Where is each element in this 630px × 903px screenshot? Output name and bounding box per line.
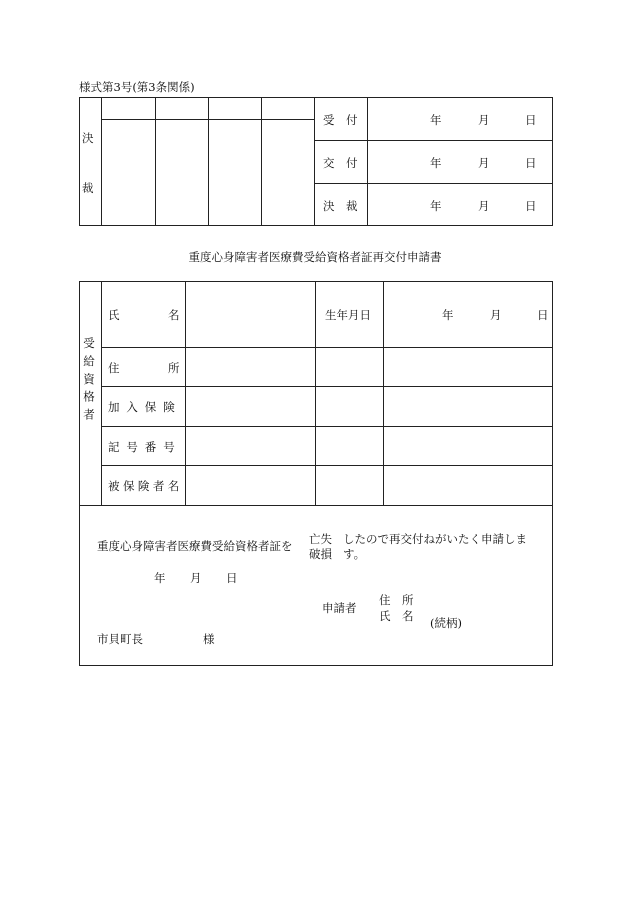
approval-side-label-top: 決 bbox=[82, 131, 94, 145]
option-damaged: 破損 bbox=[309, 547, 332, 561]
address-label-2: 所 bbox=[168, 361, 180, 375]
receipt-label: 受 付 bbox=[323, 113, 358, 127]
address-label-1: 住 bbox=[108, 361, 120, 375]
issue-year: 年 bbox=[430, 156, 442, 170]
insured-person-label: 被保険者名 bbox=[108, 479, 183, 493]
symbol-number-label: 記号番号 bbox=[108, 440, 182, 454]
applicant-label: 申請者 bbox=[322, 601, 357, 615]
issue-label: 交 付 bbox=[323, 156, 358, 170]
name-label-1: 氏 bbox=[108, 308, 120, 322]
decision-day: 日 bbox=[525, 199, 537, 213]
birth-date-label: 生年月日 bbox=[325, 308, 371, 322]
date-year: 年 bbox=[154, 571, 166, 585]
statement-tail-1: したので再交付ねがいたく申請しま bbox=[343, 532, 527, 546]
decision-label: 決 裁 bbox=[323, 199, 358, 213]
decision-month: 月 bbox=[478, 199, 490, 213]
recipient-side-label: 受給資格者 bbox=[82, 337, 96, 427]
decision-year: 年 bbox=[430, 199, 442, 213]
insurance-label: 加入保険 bbox=[108, 400, 182, 414]
receipt-month: 月 bbox=[478, 113, 490, 127]
receipt-year: 年 bbox=[430, 113, 442, 127]
form-number: 様式第3号(第3条関係) bbox=[79, 80, 195, 94]
statement-lead: 重度心身障害者医療費受給資格者証を bbox=[97, 539, 293, 553]
birth-month: 月 bbox=[490, 308, 502, 322]
approval-side-label-bottom: 裁 bbox=[82, 181, 94, 195]
receipt-day: 日 bbox=[525, 113, 537, 127]
addressee: 市貝町長 bbox=[97, 632, 143, 646]
page-title: 重度心身障害者医療費受給資格者証再交付申請書 bbox=[188, 250, 442, 264]
applicant-name-label: 氏 名 bbox=[379, 609, 414, 623]
birth-day: 日 bbox=[537, 308, 549, 322]
date-month: 月 bbox=[190, 571, 202, 585]
issue-month: 月 bbox=[478, 156, 490, 170]
statement-tail-2: す。 bbox=[343, 547, 366, 561]
relationship-label: (続柄) bbox=[430, 616, 462, 630]
name-label-2: 名 bbox=[168, 308, 180, 322]
date-day: 日 bbox=[226, 571, 238, 585]
applicant-address-label: 住 所 bbox=[379, 593, 414, 607]
issue-day: 日 bbox=[525, 156, 537, 170]
honorific: 様 bbox=[203, 632, 215, 646]
birth-year: 年 bbox=[442, 308, 454, 322]
option-lost: 亡失 bbox=[309, 532, 332, 546]
